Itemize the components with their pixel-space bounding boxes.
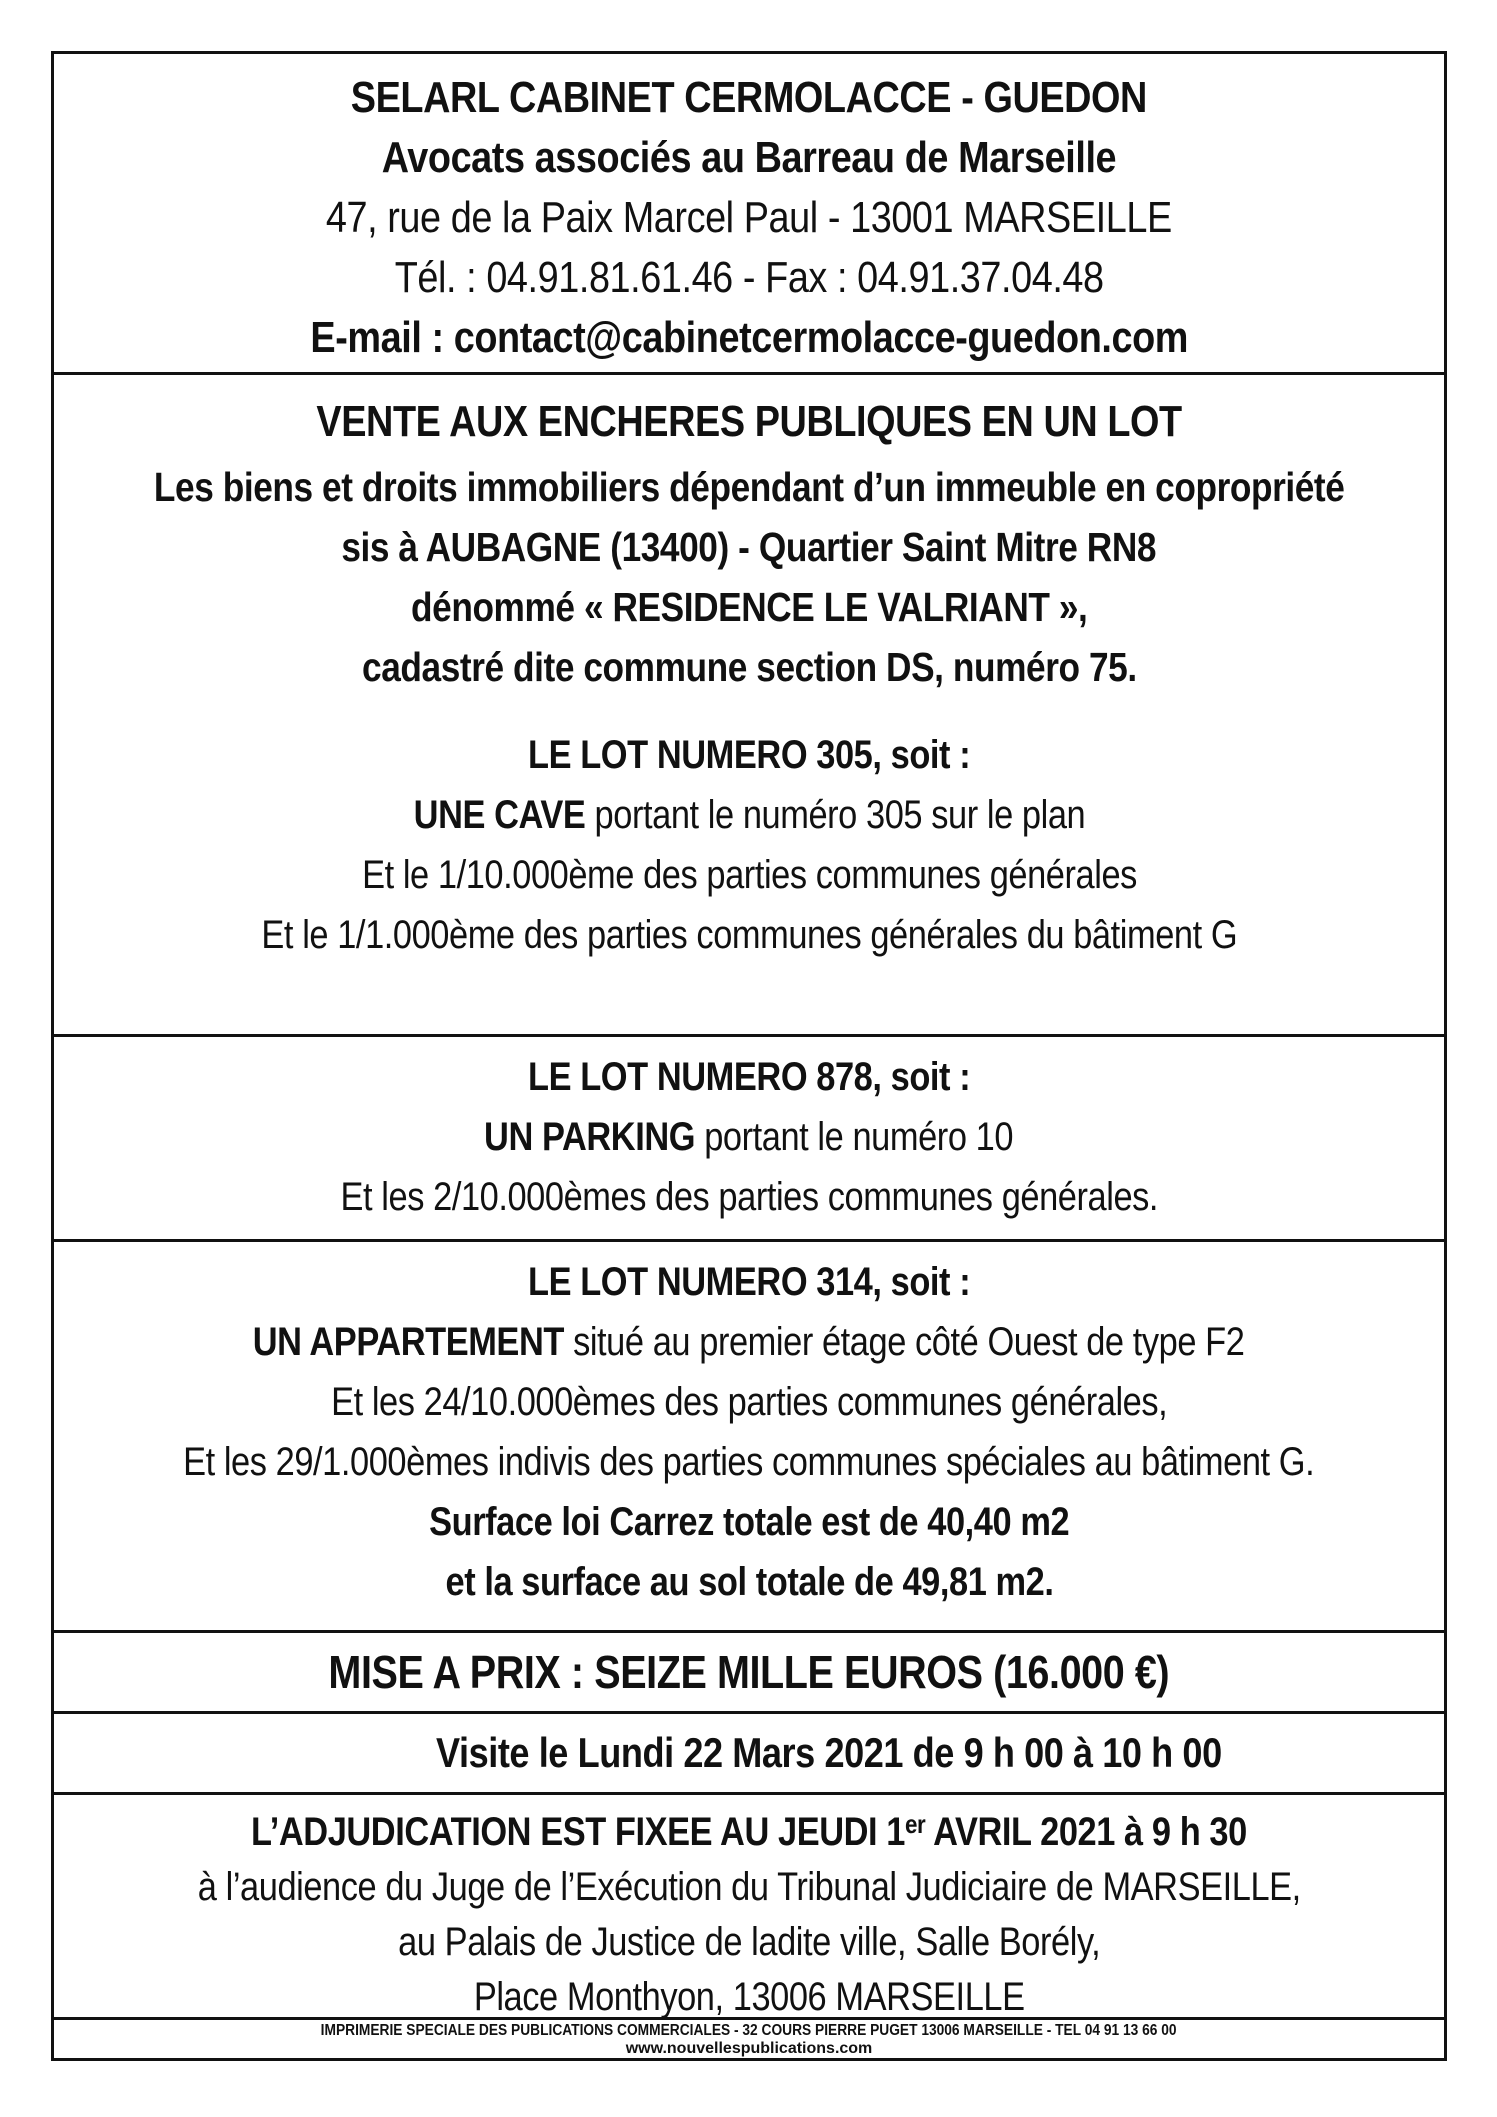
lot-305-heading: LE LOT NUMERO 305, soit : <box>527 733 971 777</box>
lot-878-item <box>54 1107 1444 1167</box>
lot-314-detail: Et les 29/1.000èmes indivis des parties communes spéciales au bâtiment G. <box>183 1440 1315 1484</box>
visit-info <box>54 1714 1444 1795</box>
printer-info: IMPRIMERIE SPECIALE DES PUBLICATIONS COMMERCIALES - 32 COURS PIERRE PUGET 13006 MARSEILLE - TEL 04 91 13 66 00 <box>321 2022 1177 2039</box>
lot-878-heading: LE LOT NUMERO 878, soit : <box>527 1055 971 1099</box>
starting-price-text: MISE A PRIX : SEIZE MILLE EUROS (16.000 €) <box>328 1646 1170 1698</box>
firm-address: 47, rue de la Paix Marcel Paul - 13001 MARSEILLE <box>326 193 1172 242</box>
lot-305-detail: Et le 1/10.000ème des parties communes générales <box>361 853 1137 897</box>
adjudication-heading: L’ADJUDICATION EST FIXEE AU JEUDI 1er AVRIL 2021 à 9 h 30 <box>251 1809 1247 1854</box>
lot-305-item-type: UNE CAVE <box>413 793 585 837</box>
lot-314-item-type: UN APPARTEMENT <box>253 1320 565 1364</box>
property-description-line: Les biens et droits immobiliers dépendant d’un immeuble en copropriété <box>153 464 1345 510</box>
property-description-line: sis à AUBAGNE (13400) - Quartier Saint Mitre RN8 <box>341 524 1157 570</box>
lot-878-detail: Et les 2/10.000èmes des parties communes générales. <box>340 1175 1158 1219</box>
property-description-line: cadastré dite commune section DS, numéro 75. <box>361 644 1137 690</box>
lot-314-item-desc: situé au premier étage côté Ouest de type F2 <box>564 1320 1245 1364</box>
sale-title: VENTE AUX ENCHERES PUBLIQUES EN UN LOT <box>316 397 1182 446</box>
adjudication-line: au Palais de Justice de ladite ville, Salle Borély, <box>397 1920 1101 1964</box>
starting-price <box>54 1633 1444 1714</box>
law-firm-header <box>54 54 1444 375</box>
printer-footer <box>54 2020 1444 2058</box>
firm-phone-fax: Tél. : 04.91.81.61.46 - Fax : 04.91.37.04.48 <box>394 253 1104 302</box>
firm-name: SELARL CABINET CERMOLACCE - GUEDON <box>350 73 1148 122</box>
property-description-line: dénommé « RESIDENCE LE VALRIANT », <box>410 584 1088 630</box>
lot-314-section <box>54 1242 1444 1633</box>
adjudication-info <box>54 1795 1444 2020</box>
printer-website: www.nouvellespublications.com <box>625 2040 873 2057</box>
lot-305-detail: Et le 1/1.000ème des parties communes générales du bâtiment G <box>261 913 1237 957</box>
firm-email: E-mail : contact@cabinetcermolacce-guedon.com <box>310 313 1188 362</box>
lot-314-surface: et la surface au sol totale de 49,81 m2. <box>444 1560 1054 1604</box>
lot-314-surface: Surface loi Carrez totale est de 40,40 m2 <box>428 1500 1070 1544</box>
lot-878-section <box>54 1037 1444 1242</box>
firm-subtitle: Avocats associés au Barreau de Marseille <box>381 133 1117 182</box>
adjudication-line: à l’audience du Juge de l’Exécution du Tribunal Judiciaire de MARSEILLE, <box>197 1865 1301 1909</box>
lot-305-item-desc: portant le numéro 305 sur le plan <box>584 793 1085 837</box>
lot-305-item <box>54 785 1444 845</box>
lot-314-detail: Et les 24/10.000èmes des parties communes générales, <box>330 1380 1168 1424</box>
lot-878-item-desc: portant le numéro 10 <box>695 1115 1014 1159</box>
adjudication-line: Place Monthyon, 13006 MARSEILLE <box>473 1975 1025 2019</box>
notice-frame <box>51 51 1447 2061</box>
sale-description <box>54 375 1444 1037</box>
lot-878-item-type: UN PARKING <box>484 1115 696 1159</box>
lot-314-item <box>54 1312 1444 1372</box>
lot-314-heading: LE LOT NUMERO 314, soit : <box>527 1260 971 1304</box>
visit-text: Visite le Lundi 22 Mars 2021 de 9 h 00 à 10 h 00 <box>436 1729 1222 1776</box>
